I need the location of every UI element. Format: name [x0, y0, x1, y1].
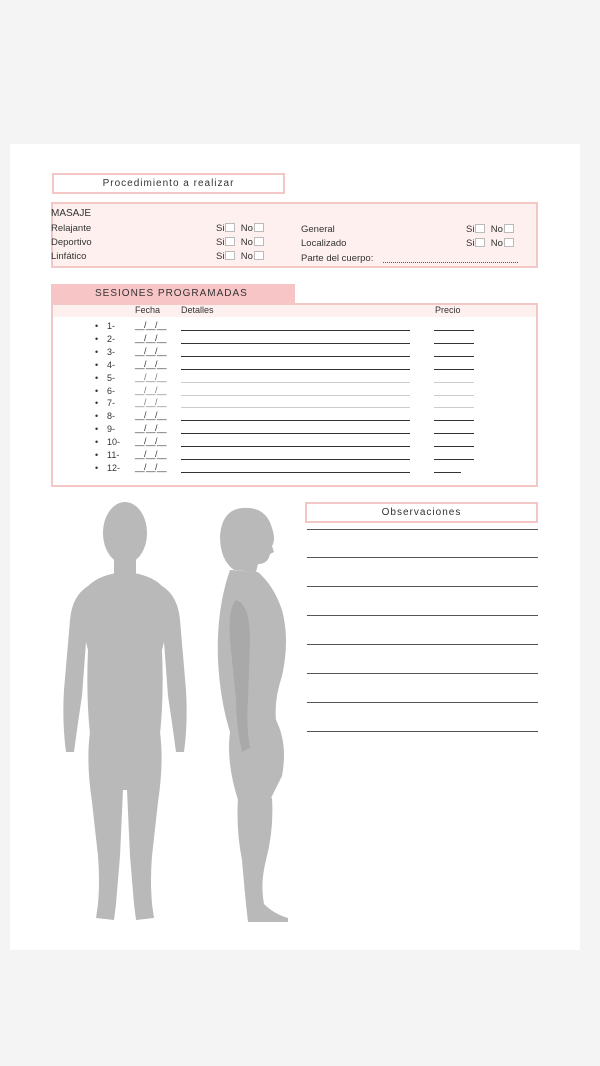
session-details-field[interactable]: [181, 395, 410, 396]
side-body-figure: [218, 508, 288, 922]
column-precio: Precio: [435, 305, 461, 315]
observation-line[interactable]: [307, 702, 538, 703]
observation-line[interactable]: [307, 644, 538, 645]
session-row: [0, 373, 600, 386]
observations-title: Observaciones: [305, 502, 538, 523]
session-price-field[interactable]: [434, 395, 474, 396]
session-price-field[interactable]: [434, 472, 461, 473]
option-linfatico: Linfático: [51, 251, 87, 262]
observation-line[interactable]: [307, 673, 538, 674]
session-number: 12-: [107, 463, 121, 473]
general-yes-checkbox[interactable]: [475, 224, 485, 233]
session-details-field[interactable]: [181, 446, 410, 447]
body-part-label: Parte del cuerpo:: [301, 253, 374, 264]
session-number: 7-: [107, 398, 116, 408]
session-details-field[interactable]: [181, 433, 410, 434]
bullet-icon: •: [95, 347, 99, 357]
bullet-icon: •: [95, 411, 99, 421]
session-details-field[interactable]: [181, 343, 410, 344]
deportivo-yes-checkbox[interactable]: [225, 237, 235, 246]
front-body-figure: [63, 502, 186, 920]
session-details-field[interactable]: [181, 407, 410, 408]
column-detalles: Detalles: [181, 305, 214, 315]
session-price-field[interactable]: [434, 369, 474, 370]
bullet-icon: •: [95, 437, 99, 447]
session-number: 6-: [107, 386, 116, 396]
relajante-yes-no: [216, 223, 264, 234]
session-number: 11-: [107, 450, 120, 460]
session-price-field[interactable]: [434, 330, 474, 331]
session-date-field[interactable]: __/__/__: [135, 359, 167, 369]
session-price-field[interactable]: [434, 356, 474, 357]
linfatico-yes-no: [216, 251, 264, 262]
observation-line[interactable]: [307, 731, 538, 732]
procedure-box: [51, 202, 538, 268]
yes-label: Si: [216, 223, 225, 234]
option-relajante: Relajante: [51, 223, 92, 234]
session-details-field[interactable]: [181, 356, 410, 357]
bullet-icon: •: [95, 398, 99, 408]
session-row: [0, 437, 600, 450]
session-details-field[interactable]: [181, 420, 410, 421]
general-yes-no: [466, 224, 514, 235]
bullet-icon: •: [95, 450, 99, 460]
session-date-field[interactable]: __/__/__: [135, 372, 167, 382]
sessions-title: SESIONES PROGRAMADAS: [51, 284, 295, 304]
observation-line[interactable]: [307, 557, 538, 558]
session-date-field[interactable]: __/__/__: [135, 320, 167, 330]
session-number: 5-: [107, 373, 116, 383]
option-general: General: [301, 224, 335, 235]
session-number: 3-: [107, 347, 116, 357]
relajante-no-checkbox[interactable]: [254, 223, 264, 232]
localizado-no-checkbox[interactable]: [504, 238, 514, 247]
session-row: [0, 398, 600, 411]
linfatico-yes-checkbox[interactable]: [225, 251, 235, 260]
observation-line[interactable]: [307, 615, 538, 616]
bullet-icon: •: [95, 360, 99, 370]
massage-heading: MASAJE: [51, 208, 92, 219]
localizado-yes-checkbox[interactable]: [475, 238, 485, 247]
observation-line[interactable]: [307, 586, 538, 587]
session-date-field[interactable]: __/__/__: [135, 423, 167, 433]
session-row: [0, 360, 600, 373]
session-date-field[interactable]: __/__/__: [135, 333, 167, 343]
session-date-field[interactable]: __/__/__: [135, 449, 167, 459]
session-date-field[interactable]: __/__/__: [135, 346, 167, 356]
session-row: [0, 463, 600, 476]
no-label: No: [490, 224, 503, 235]
session-price-field[interactable]: [434, 420, 474, 421]
bullet-icon: •: [95, 386, 99, 396]
body-part-field[interactable]: [383, 262, 518, 263]
localizado-yes-no: [466, 238, 514, 249]
option-deportivo: Deportivo: [51, 237, 92, 248]
deportivo-no-checkbox[interactable]: [254, 237, 264, 246]
session-row: [0, 424, 600, 437]
bullet-icon: •: [95, 373, 99, 383]
session-price-field[interactable]: [434, 433, 474, 434]
relajante-yes-checkbox[interactable]: [225, 223, 235, 232]
session-price-field[interactable]: [434, 446, 474, 447]
session-price-field[interactable]: [434, 343, 474, 344]
session-price-field[interactable]: [434, 407, 474, 408]
session-row: [0, 450, 600, 463]
session-row: [0, 321, 600, 334]
bullet-icon: •: [95, 334, 99, 344]
yes-label: Si: [466, 238, 475, 249]
session-number: 4-: [107, 360, 116, 370]
general-no-checkbox[interactable]: [504, 224, 514, 233]
session-price-field[interactable]: [434, 459, 474, 460]
session-details-field[interactable]: [181, 330, 410, 331]
linfatico-no-checkbox[interactable]: [254, 251, 264, 260]
session-number: 1-: [107, 321, 116, 331]
no-label: No: [490, 238, 503, 249]
bullet-icon: •: [95, 463, 99, 473]
session-date-field[interactable]: __/__/__: [135, 385, 167, 395]
session-number: 2-: [107, 334, 116, 344]
bullet-icon: •: [95, 424, 99, 434]
yes-label: Si: [216, 237, 225, 248]
session-date-field[interactable]: __/__/__: [135, 436, 167, 446]
session-details-field[interactable]: [181, 459, 410, 460]
session-price-field[interactable]: [434, 382, 474, 383]
no-label: No: [240, 237, 253, 248]
no-label: No: [240, 251, 253, 262]
session-row: [0, 411, 600, 424]
session-details-field[interactable]: [181, 369, 410, 370]
session-number: 9-: [107, 424, 116, 434]
sessions-header-strip: [53, 305, 536, 317]
option-localizado: Localizado: [301, 238, 347, 249]
session-date-field[interactable]: __/__/__: [135, 462, 167, 472]
session-date-field[interactable]: __/__/__: [135, 397, 167, 407]
body-figures: [60, 500, 300, 925]
session-number: 8-: [107, 411, 116, 421]
deportivo-yes-no: [216, 237, 264, 248]
observation-line[interactable]: [307, 529, 538, 530]
yes-label: Si: [466, 224, 475, 235]
procedure-title: Procedimiento a realizar: [52, 173, 285, 194]
session-number: 10-: [107, 437, 121, 447]
column-fecha: Fecha: [135, 305, 161, 315]
session-date-field[interactable]: __/__/__: [135, 410, 167, 420]
session-details-field[interactable]: [181, 382, 410, 383]
session-details-field[interactable]: [181, 472, 410, 473]
session-row: [0, 347, 600, 360]
no-label: No: [240, 223, 253, 234]
session-row: [0, 334, 600, 347]
yes-label: Si: [216, 251, 225, 262]
bullet-icon: •: [95, 321, 99, 331]
